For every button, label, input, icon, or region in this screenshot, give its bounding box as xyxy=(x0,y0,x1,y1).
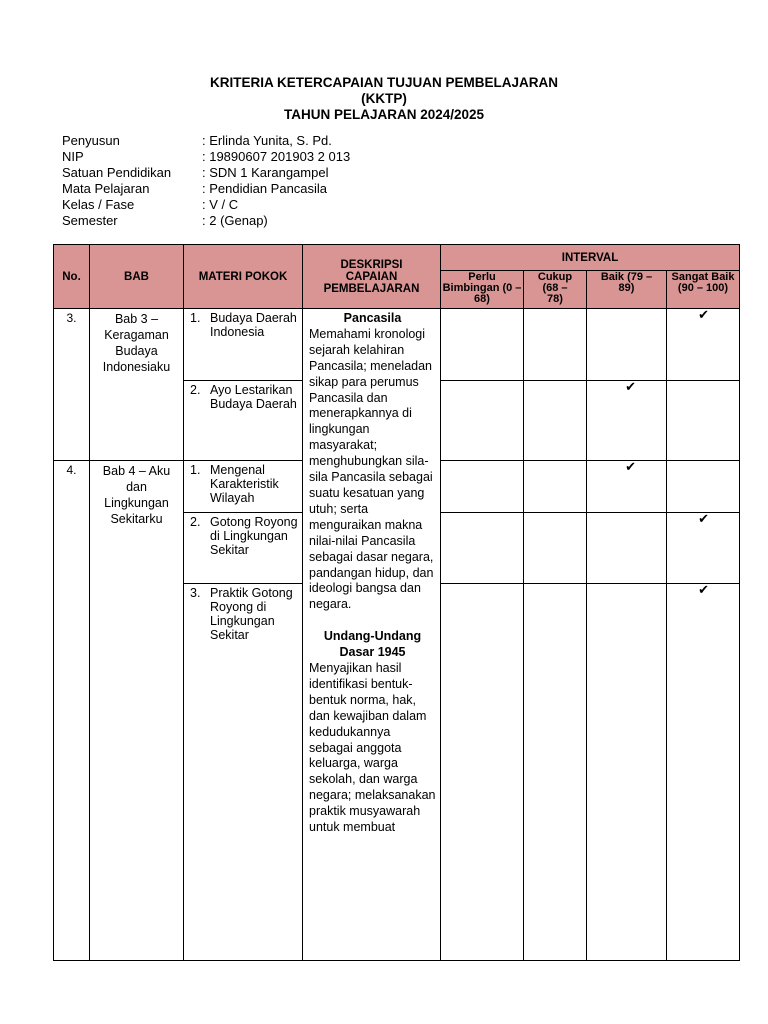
info-row-nip xyxy=(62,149,350,165)
cukup-cell xyxy=(524,309,587,381)
materi-number: 2. xyxy=(190,515,201,529)
info-value: : SDN 1 Karangampel xyxy=(202,165,329,180)
check-icon: ✔ xyxy=(587,461,667,513)
perlu-cell xyxy=(441,309,524,381)
header-no: No. xyxy=(54,245,90,309)
bab-cell: Bab 4 – Aku dan Lingkungan Sekitarku xyxy=(90,461,184,961)
document-subtitle: (KKTP) xyxy=(361,91,407,106)
header-perlu-bimbingan: Perlu Bimbingan (0 – 68) xyxy=(441,271,524,309)
sangat-cell xyxy=(667,461,740,513)
perlu-cell xyxy=(441,461,524,513)
row-number: 3. xyxy=(54,309,90,461)
deskripsi-text: Menyajikan hasil identifikasi bentuk-bentuk norma, hak, dan kewajiban dalam kedudukannya sebagai anggota keluarga, warga sekolah, dan warga negara; melaksanakan praktik musyawarah untuk membuat xyxy=(309,661,436,835)
cukup-cell xyxy=(524,381,587,461)
info-value: : 2 (Genap) xyxy=(202,213,268,228)
deskripsi-heading: Undang-Undang Dasar 1945 xyxy=(323,629,422,660)
materi-cell xyxy=(184,381,303,461)
header-cukup: Cukup (68 – 78) xyxy=(524,271,587,309)
header-deskripsi: DESKRIPSI CAPAIAN PEMBELAJARAN xyxy=(303,245,441,309)
deskripsi-cell xyxy=(303,309,441,961)
materi-text: Ayo Lestarikan Budaya Daerah xyxy=(210,383,297,411)
identity-block xyxy=(62,133,350,229)
materi-text: Mengenal Karakteristik Wilayah xyxy=(210,463,279,505)
cukup-cell xyxy=(524,584,587,961)
info-label: Satuan Pendidikan xyxy=(62,165,172,180)
header-sangat-baik: Sangat Baik (90 – 100) xyxy=(667,271,740,309)
cukup-cell xyxy=(524,513,587,584)
check-icon: ✔ xyxy=(587,381,667,461)
document-title: KRITERIA KETERCAPAIAN TUJUAN PEMBELAJARAN xyxy=(209,75,558,90)
header-interval: INTERVAL xyxy=(441,245,740,271)
perlu-cell xyxy=(441,513,524,584)
academic-year: TAHUN PELAJARAN 2024/2025 xyxy=(283,107,485,122)
cukup-cell xyxy=(524,461,587,513)
materi-cell xyxy=(184,513,303,584)
info-label: Mata Pelajaran xyxy=(62,181,150,196)
table-row xyxy=(54,309,740,381)
info-label: Kelas / Fase xyxy=(62,197,135,212)
row-number: 4. xyxy=(54,461,90,961)
deskripsi-text: Memahami kronologi sejarah kelahiran Pancasila; meneladan sikap para perumus Pancasila dan menerapkannya di lingkungan masyarakat; menghubungkan sila-sila Pancasila sebagai suatu kesatuan yang utuh; serta menguraikan makna nilai-nilai Pancasila sebagai dasar negara, pandangan hidup, dan ideologi bangsa dan negara. xyxy=(309,326,434,612)
materi-number: 2. xyxy=(190,383,201,397)
info-row-penyusun xyxy=(62,133,350,149)
bab-cell: Bab 3 – Keragaman Budaya Indonesiaku xyxy=(90,309,184,461)
info-value: : V / C xyxy=(202,197,239,212)
header-bab: BAB xyxy=(90,245,184,309)
check-icon: ✔ xyxy=(667,513,740,584)
materi-cell xyxy=(184,461,303,513)
baik-cell xyxy=(587,513,667,584)
check-icon: ✔ xyxy=(667,584,740,961)
deskripsi-heading: Pancasila xyxy=(343,311,402,325)
materi-text: Gotong Royong di Lingkungan Sekitar xyxy=(210,515,298,557)
info-label: NIP xyxy=(62,149,84,164)
baik-cell xyxy=(587,584,667,961)
baik-cell xyxy=(587,309,667,381)
info-label: Semester xyxy=(62,213,118,228)
header-materi: MATERI POKOK xyxy=(184,245,303,309)
perlu-cell xyxy=(441,381,524,461)
info-value: : 19890607 201903 2 013 xyxy=(202,149,351,164)
materi-text: Budaya Daerah Indonesia xyxy=(210,311,297,339)
info-row-satuan xyxy=(62,165,350,181)
info-row-kelas xyxy=(62,197,350,213)
check-icon: ✔ xyxy=(667,309,740,381)
materi-number: 1. xyxy=(190,311,201,325)
perlu-cell xyxy=(441,584,524,961)
materi-cell xyxy=(184,309,303,381)
info-row-mapel xyxy=(62,181,350,197)
materi-number: 1. xyxy=(190,463,201,477)
info-row-semester xyxy=(62,213,350,229)
materi-text: Praktik Gotong Royong di Lingkungan Sekitar xyxy=(210,586,293,642)
info-label: Penyusun xyxy=(62,133,120,148)
info-value: : Pendidian Pancasila xyxy=(202,181,328,196)
info-value: : Erlinda Yunita, S. Pd. xyxy=(202,133,332,148)
sangat-cell xyxy=(667,381,740,461)
header-baik: Baik (79 – 89) xyxy=(587,271,667,309)
materi-cell xyxy=(184,584,303,961)
materi-number: 3. xyxy=(190,586,201,600)
kktp-table xyxy=(53,244,740,961)
